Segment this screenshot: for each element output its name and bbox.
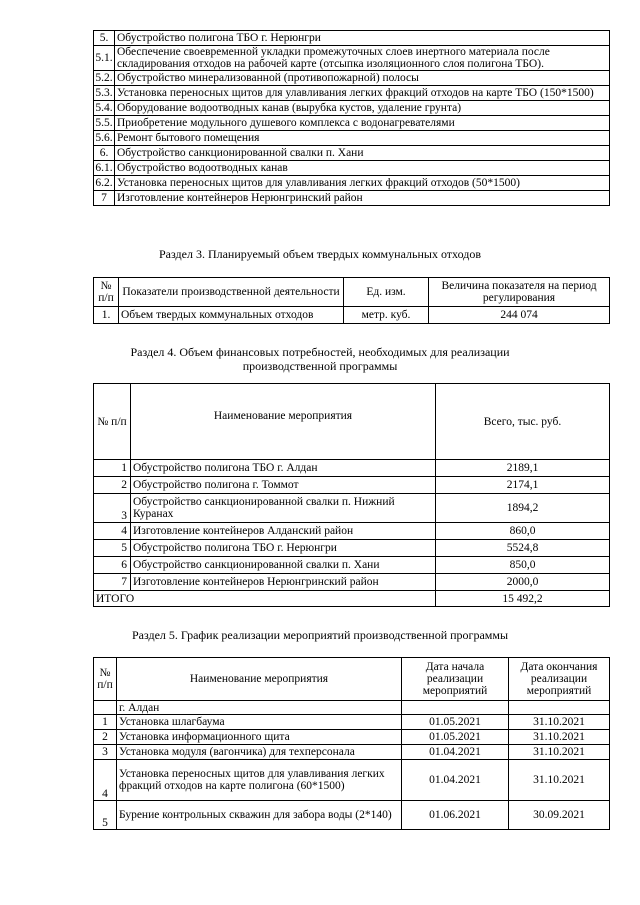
row-text: Обустройство санкционированной свалки п. Хани [115, 146, 610, 161]
header-name: Наименование мероприятия [117, 658, 402, 701]
row-total: 2174,1 [436, 477, 610, 494]
header-num: № п/п [94, 658, 117, 701]
table-row [94, 557, 610, 574]
row-number: 7 [94, 191, 115, 206]
row-number: 5.6. [95, 132, 113, 144]
table-row [94, 86, 610, 101]
table-row [94, 307, 610, 324]
row-text: Оборудование водоотводных канав (вырубка кустов, удаление грунта) [115, 101, 610, 116]
waste-volume-table [93, 277, 610, 324]
row-name: Бурение контрольных скважин для забора воды (2*140) [117, 801, 402, 830]
header-name: Наименование мероприятия [131, 384, 436, 460]
row-end: 30.09.2021 [509, 801, 610, 830]
table-row [94, 146, 610, 161]
row-start: 01.05.2021 [402, 715, 509, 730]
row-text: Установка переносных щитов для улавливания легких фракций отходов (50*1500) [115, 176, 610, 191]
table-header-row [94, 384, 610, 460]
row-start: 01.06.2021 [402, 801, 509, 830]
row-unit: метр. куб. [344, 307, 429, 324]
row-number: 6.2. [95, 177, 113, 189]
header-unit: Ед. изм. [344, 278, 429, 307]
financial-needs-table [93, 383, 610, 607]
header-num: № п/п [94, 278, 119, 307]
row-name: Обустройство полигона ТБО г. Алдан [131, 460, 436, 477]
row-name: Изготовление контейнеров Алданский район [131, 523, 436, 540]
total-label: ИТОГО [94, 591, 436, 607]
row-number: 6.1. [95, 162, 113, 174]
table-row [94, 460, 610, 477]
row-start: 01.05.2021 [402, 730, 509, 745]
row-text: Обустройство минерализованной (противопожарной) полосы [115, 71, 610, 86]
row-number: 5.5. [95, 117, 113, 129]
table-row [94, 730, 610, 745]
row-number: 1 [94, 715, 117, 730]
group-row [94, 701, 610, 715]
row-number: 5.2. [95, 72, 113, 84]
row-number: 1 [94, 460, 131, 477]
row-name: Установка информационного щита [117, 730, 402, 745]
table-row [94, 46, 610, 71]
total-value: 15 492,2 [436, 591, 610, 607]
header-num: № п/п [94, 384, 131, 460]
row-number: 3 [94, 494, 131, 523]
row-number: 3 [94, 745, 117, 760]
group-label: г. Алдан [117, 701, 402, 715]
table-row [94, 523, 610, 540]
row-name: Обустройство полигона ТБО г. Нерюнгри [131, 540, 436, 557]
row-end: 31.10.2021 [509, 745, 610, 760]
table-row [94, 116, 610, 131]
table-row [94, 801, 610, 830]
table-total-row [94, 591, 610, 607]
table-header-row [94, 658, 610, 701]
table-row [94, 494, 610, 523]
table-row [94, 760, 610, 801]
row-number: 5.4. [95, 102, 113, 114]
section4-title-line1: Раздел 4. Объем финансовых потребностей, необходимых для реализации [130, 345, 510, 359]
table-row [94, 540, 610, 557]
header-total: Всего, тыс. руб. [436, 384, 610, 460]
row-name: Обустройство полигона г. Томмот [131, 477, 436, 494]
row-number: 5 [94, 801, 117, 830]
row-number: 6 [94, 557, 131, 574]
section4-title-line2: производственной программы [242, 359, 398, 373]
row-number: 2 [94, 477, 131, 494]
row-total: 2189,1 [436, 460, 610, 477]
table-header-row [94, 278, 610, 307]
table-row [94, 176, 610, 191]
row-total: 850,0 [436, 557, 610, 574]
row-name: Установка шлагбаума [117, 715, 402, 730]
table-row [94, 745, 610, 760]
row-number: 1. [94, 307, 119, 324]
header-start: Дата начала реализации мероприятий [402, 658, 509, 701]
row-number: 5.1. [94, 46, 115, 71]
table-row [94, 71, 610, 86]
table-row [94, 191, 610, 206]
row-number: 4 [94, 760, 117, 801]
section5-title: Раздел 5. График реализации мероприятий производственной программы [131, 628, 509, 642]
row-total: 860,0 [436, 523, 610, 540]
row-number: 2 [94, 730, 117, 745]
header-value: Величина показателя на период регулирования [429, 278, 610, 307]
row-text: Обеспечение своевременной укладки промежуточных слоев инертного материала после складирования отходов на рабочей карте (отсыпка изоляционного слоя полигона ТБО). [115, 46, 610, 71]
table-row [94, 715, 610, 730]
row-text: Обустройство полигона ТБО г. Нерюнгри [115, 31, 610, 46]
table-row [94, 161, 610, 176]
row-number: 7 [94, 574, 131, 591]
row-value: 244 074 [429, 307, 610, 324]
row-total: 1894,2 [436, 494, 610, 523]
row-end: 31.10.2021 [509, 730, 610, 745]
measures-table [93, 30, 610, 206]
row-end: 31.10.2021 [509, 760, 610, 801]
row-number: 5.3. [95, 87, 113, 99]
table-row [94, 31, 610, 46]
measures-table-body [94, 31, 610, 206]
row-number: 5 [94, 540, 131, 557]
row-name: Обустройство санкционированной свалки п. Нижний Куранах [131, 494, 436, 523]
row-end: 31.10.2021 [509, 715, 610, 730]
row-text: Изготовление контейнеров Нерюнгринский район [115, 191, 610, 206]
table-row [94, 574, 610, 591]
table-row [94, 101, 610, 116]
table-row [94, 131, 610, 146]
table-row [94, 477, 610, 494]
row-text: Ремонт бытового помещения [115, 131, 610, 146]
row-start: 01.04.2021 [402, 745, 509, 760]
row-text: Приобретение модульного душевого комплекса с водонагревателями [115, 116, 610, 131]
row-number: 6. [94, 146, 115, 161]
row-start: 01.04.2021 [402, 760, 509, 801]
row-total: 5524,8 [436, 540, 610, 557]
header-indicator: Показатели производственной деятельности [119, 278, 344, 307]
row-number: 4 [94, 523, 131, 540]
row-name: Изготовление контейнеров Нерюнгринский район [131, 574, 436, 591]
header-end: Дата окончания реализации мероприятий [509, 658, 610, 701]
section3-title: Раздел 3. Планируемый объем твердых коммунальных отходов [159, 247, 481, 261]
row-text: Обустройство водоотводных канав [115, 161, 610, 176]
row-name: Установка переносных щитов для улавливания легких фракций отходов на карте полигона (60*1500) [117, 760, 402, 801]
row-text: Установка переносных щитов для улавливания легких фракций отходов на карте ТБО (150*1500) [115, 86, 610, 101]
row-total: 2000,0 [436, 574, 610, 591]
schedule-table [93, 657, 610, 830]
row-name: Установка модуля (вагончика) для техперсонала [117, 745, 402, 760]
row-name: Обустройство санкционированной свалки п. Хани [131, 557, 436, 574]
row-indicator: Объем твердых коммунальных отходов [119, 307, 344, 324]
row-number: 5. [94, 31, 115, 46]
